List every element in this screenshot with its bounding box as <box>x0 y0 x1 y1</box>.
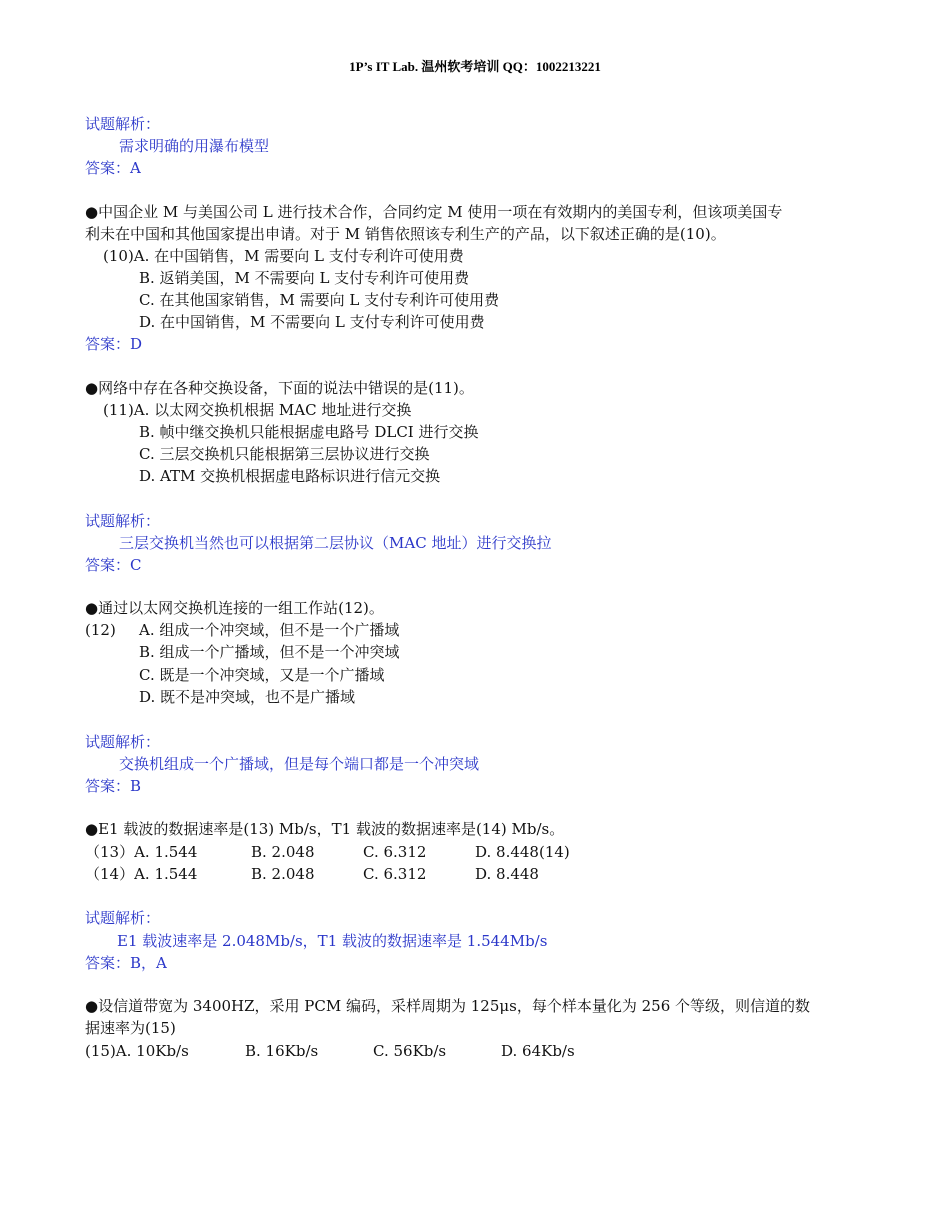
question-10-option-b: B. 返销美国，M 不需要向 L 支付专利许可使用费 <box>139 269 470 287</box>
question-10-option-d: D. 在中国销售，M 不需要向 L 支付专利许可使用费 <box>139 313 485 331</box>
question-13-option-b: B. 2.048 <box>251 843 315 861</box>
question-13-option-c: C. 6.312 <box>363 843 427 861</box>
question-11-option-a: (11)A. 以太网交换机根据 MAC 地址进行交换 <box>103 401 412 419</box>
question-11-stem: ●网络中存在各种交换设备，下面的说法中错误的是(11)。 <box>85 379 474 397</box>
question-15-option-b: B. 16Kb/s <box>245 1042 319 1060</box>
question-10-answer: 答案：D <box>85 335 143 353</box>
question-11-analysis-label: 试题解析： <box>85 512 161 530</box>
analysis-text: 需求明确的用瀑布模型 <box>119 137 270 155</box>
question-10-option-a: (10)A. 在中国销售，M 需要向 L 支付专利许可使用费 <box>103 247 464 265</box>
question-12-option-b: B. 组成一个广播域，但不是一个冲突域 <box>139 643 400 661</box>
question-13-analysis-text: E1 载波速率是 2.048Mb/s，T1 载波的数据速率是 1.544Mb/s <box>117 932 548 950</box>
question-15-option-d: D. 64Kb/s <box>501 1042 575 1060</box>
page-header: 1P’s IT Lab. 温州软考培训 QQ：1002213221 <box>349 59 601 74</box>
question-12-option-a: A. 组成一个冲突域，但不是一个广播域 <box>139 621 400 639</box>
question-11-option-b: B. 帧中继交换机只能根据虚电路号 DLCI 进行交换 <box>139 423 479 441</box>
question-13-stem: ●E1 载波的数据速率是(13) Mb/s，T1 载波的数据速率是(14) Mb/s。 <box>85 820 565 838</box>
question-15-option-c: C. 56Kb/s <box>373 1042 447 1060</box>
question-15-stem-line2: 据速率为(15) <box>85 1019 176 1037</box>
question-10-option-c: C. 在其他国家销售，M 需要向 L 支付专利许可使用费 <box>139 291 500 309</box>
question-11-analysis-text: 三层交换机当然也可以根据第二层协议（MAC 地址）进行交换拉 <box>119 534 552 552</box>
question-14-option-b: B. 2.048 <box>251 865 315 883</box>
analysis-label: 试题解析： <box>85 115 161 133</box>
question-12-option-d: D. 既不是冲突域，也不是广播域 <box>139 688 356 706</box>
question-12-number: (12) <box>85 621 116 639</box>
question-14-option-a: （14）A. 1.544 <box>85 865 198 883</box>
question-14-option-c: C. 6.312 <box>363 865 427 883</box>
question-12-option-c: C. 既是一个冲突域，又是一个广播域 <box>139 666 385 684</box>
question-13-answer: 答案：B，A <box>85 954 167 972</box>
question-10-stem-line1: ●中国企业 M 与美国公司 L 进行技术合作，合同约定 M 使用一项在有效期内的美国专利，但该项美国专 <box>85 203 783 221</box>
question-13-option-a: （13）A. 1.544 <box>85 843 198 861</box>
question-13-analysis-label: 试题解析： <box>85 909 161 927</box>
question-11-option-d: D. ATM 交换机根据虚电路标识进行信元交换 <box>139 467 441 485</box>
question-12-analysis-label: 试题解析： <box>85 733 161 751</box>
question-10-stem-line2: 利未在中国和其他国家提出申请。对于 M 销售依照该专利生产的产品，以下叙述正确的是(10)。 <box>85 225 726 243</box>
question-11-answer: 答案：C <box>85 556 142 574</box>
question-14-option-d: D. 8.448 <box>475 865 539 883</box>
question-12-answer: 答案：B <box>85 777 142 795</box>
answer-text: 答案：A <box>85 159 141 177</box>
question-12-stem: ●通过以太网交换机连接的一组工作站(12)。 <box>85 599 384 617</box>
question-15-option-a: (15)A. 10Kb/s <box>85 1042 189 1060</box>
question-13-option-d: D. 8.448(14) <box>475 843 570 861</box>
question-11-option-c: C. 三层交换机只能根据第三层协议进行交换 <box>139 445 430 463</box>
question-12-analysis-text: 交换机组成一个广播域，但是每个端口都是一个冲突域 <box>119 755 480 773</box>
question-15-stem-line1: ●设信道带宽为 3400HZ，采用 PCM 编码，采样周期为 125μs，每个样本量化为 256 个等级，则信道的数 <box>85 997 811 1015</box>
